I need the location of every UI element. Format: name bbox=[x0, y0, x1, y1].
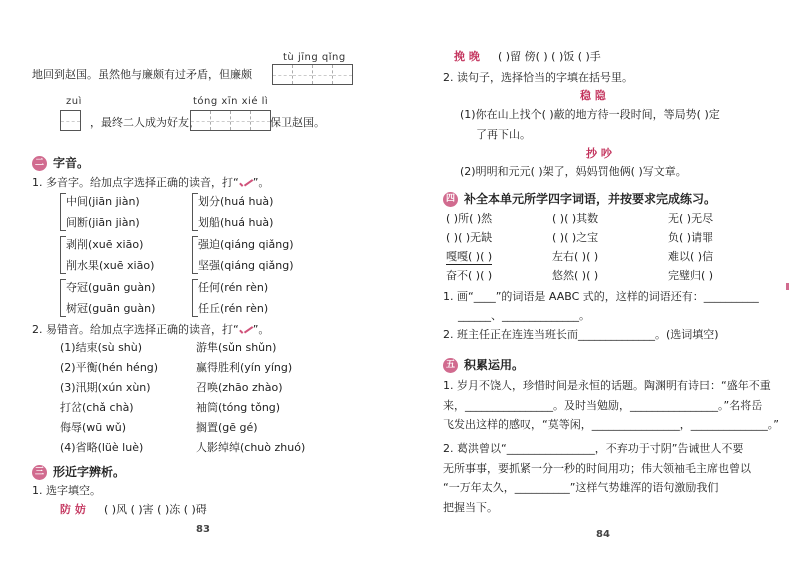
intro-line-2-mid: ，最终二人成为好友， bbox=[90, 116, 200, 129]
sec4-q1[interactable]: 1. 画“____”的词语是 AABC 式的，这样的词语还有：__________ bbox=[443, 290, 759, 303]
polyphone-item[interactable]: 坚强(qiáng qiǎng) bbox=[198, 259, 294, 272]
section-2-title: 字音。 bbox=[53, 156, 90, 170]
page-number-left: 83 bbox=[196, 524, 210, 535]
mistake-item[interactable]: 赢得胜利(yín yíng) bbox=[196, 361, 293, 374]
char-pair-wen: 稳 隐 bbox=[580, 89, 606, 102]
mistake-item[interactable]: (3)汛期(xún xùn) bbox=[60, 381, 151, 394]
section-2-header bbox=[32, 154, 89, 171]
sec5-p1-line: 1. 岁月不饶人，珍惜时间是永恒的话题。陶渊明有诗曰：“盛年不重 bbox=[443, 379, 771, 392]
idiom-cell[interactable]: 左右( )( ) bbox=[552, 250, 599, 263]
polyphone-item[interactable]: 强迫(qiáng qiǎng) bbox=[198, 238, 294, 251]
intro-line-1: 地回到赵国。虽然他与廉颇有过矛盾，但廉颇 bbox=[32, 68, 252, 81]
sec4-q1b[interactable]: ______、______________。 bbox=[458, 309, 590, 322]
right-q2: 2. 读句子，选择恰当的字填在括号里。 bbox=[443, 71, 633, 84]
idiom-cell[interactable]: ( )( )其数 bbox=[552, 212, 599, 225]
idiom-cell[interactable]: ( )( )无缺 bbox=[446, 231, 493, 244]
sentence-2[interactable]: (2)明明和元元( )架了，妈妈罚他俩( )写文章。 bbox=[460, 165, 687, 178]
sec5-p1-line[interactable]: 飞发出这样的感叹，“莫等闲，________________，______________。” bbox=[443, 418, 779, 431]
polyphone-item[interactable]: 划船(huá huà) bbox=[198, 216, 274, 229]
fill-row-wan[interactable]: ( )留 傍( ) ( )饭 ( )手 bbox=[498, 50, 601, 63]
sec3-q1: 1. 选字填空。 bbox=[32, 484, 101, 497]
polyphone-item[interactable]: 剥削(xuē xiāo) bbox=[66, 238, 144, 251]
section-3-header bbox=[32, 463, 125, 480]
idiom-cell[interactable]: 无( )无尽 bbox=[668, 212, 714, 225]
sec2-q2-end: ”。 bbox=[252, 323, 270, 336]
mistake-item[interactable]: 侮辱(wū wǔ) bbox=[60, 421, 127, 434]
sec2-q2 bbox=[32, 323, 269, 337]
char-pair-wan: 挽 晚 bbox=[454, 50, 480, 63]
mistake-item[interactable]: (1)结束(sù shù) bbox=[60, 341, 143, 354]
section-4-badge: 四 bbox=[443, 192, 458, 207]
mistake-item[interactable]: (2)平衡(hén héng) bbox=[60, 361, 159, 374]
checkmark-icon bbox=[239, 325, 253, 335]
section-4-title: 补全本单元所学四字词语，并按要求完成练习。 bbox=[464, 192, 717, 206]
polyphone-item[interactable]: 夺冠(guān guàn) bbox=[66, 281, 156, 294]
mistake-item[interactable]: 打岔(chǎ chà) bbox=[60, 401, 134, 414]
page-edge-marker bbox=[786, 283, 789, 290]
mistake-item[interactable]: 袖筒(tóng tǒng) bbox=[196, 401, 281, 414]
idiom-cell[interactable]: 奋不( )( ) bbox=[446, 269, 493, 282]
sec2-q1 bbox=[32, 176, 269, 190]
mistake-item[interactable]: 游隼(sǔn shǔn) bbox=[196, 341, 277, 354]
pinyin-tongxinxieli: tóng xīn xié lì bbox=[193, 96, 269, 107]
char-pair-fang: 防 妨 bbox=[60, 503, 86, 516]
section-3-badge: 三 bbox=[32, 465, 47, 480]
section-2-badge: 二 bbox=[32, 156, 47, 171]
writing-grid-1[interactable] bbox=[272, 64, 353, 85]
section-3-title: 形近字辨析。 bbox=[53, 465, 126, 479]
idiom-cell[interactable]: 悠然( )( ) bbox=[552, 269, 599, 282]
pinyin-tujingqing: tù jīng qǐng bbox=[283, 52, 346, 63]
mistake-item[interactable]: 人影绰绰(chuò zhuó) bbox=[196, 441, 306, 454]
section-5-badge: 五 bbox=[443, 358, 458, 373]
mistake-item[interactable]: 搁置(gē gé) bbox=[196, 421, 258, 434]
section-5-title: 积累运用。 bbox=[464, 358, 525, 372]
sec2-q1-end: ”。 bbox=[252, 176, 270, 189]
page-number-right: 84 bbox=[596, 529, 610, 540]
idiom-cell-underlined[interactable]: 嘎嘎( )( ) bbox=[446, 250, 493, 263]
checkmark-icon bbox=[239, 178, 253, 188]
sec2-q1-text: 1. 多音字。给加点字选择正确的读音，打“ bbox=[32, 176, 239, 189]
mistake-item[interactable]: 召唤(zhāo zhào) bbox=[196, 381, 283, 394]
sec5-p2-line: 无所事事，要抓紧一分一秒的时间用功；伟大领袖毛主席也曾以 bbox=[443, 462, 751, 475]
intro-line-2-end: 保卫赵国。 bbox=[270, 116, 325, 129]
idiom-cell[interactable]: 难以( )信 bbox=[668, 250, 714, 263]
fill-row-fang[interactable]: ( )风 ( )害 ( )冻 ( )碍 bbox=[104, 503, 207, 516]
sentence-1a[interactable]: (1)你在山上找个( )蔽的地方待一段时间，等局势( )定 bbox=[460, 108, 720, 121]
sec5-p2-line: 把握当下。 bbox=[443, 501, 498, 514]
pinyin-zui: zuì bbox=[66, 96, 82, 107]
polyphone-item[interactable]: 间断(jiān jiàn) bbox=[66, 216, 140, 229]
polyphone-item[interactable]: 任丘(rén rèn) bbox=[198, 302, 269, 315]
section-4-header bbox=[443, 190, 716, 207]
polyphone-item[interactable]: 划分(huá huà) bbox=[198, 195, 274, 208]
mistake-item[interactable]: (4)省略(lüè luè) bbox=[60, 441, 144, 454]
sec5-p1-line[interactable]: 来，________________。及时当勉励，________________。”名将岳 bbox=[443, 399, 763, 412]
char-pair-chao: 抄 吵 bbox=[586, 147, 612, 160]
polyphone-item[interactable]: 任何(rén rèn) bbox=[198, 281, 269, 294]
polyphone-item[interactable]: 削水果(xuē xiāo) bbox=[66, 259, 155, 272]
writing-grid-2[interactable] bbox=[60, 110, 81, 131]
section-5-header bbox=[443, 356, 524, 373]
sec2-q2-text: 2. 易错音。给加点字选择正确的读音，打“ bbox=[32, 323, 239, 336]
sec5-p2-line[interactable]: “一万年太久，__________”这样气势雄浑的语句激励我们 bbox=[443, 481, 719, 494]
idiom-cell[interactable]: ( )( )之宝 bbox=[552, 231, 599, 244]
polyphone-item[interactable]: 中间(jiān jiàn) bbox=[66, 195, 140, 208]
idiom-cell[interactable]: 完璧归( ) bbox=[668, 269, 714, 282]
idiom-cell[interactable]: ( )所( )然 bbox=[446, 212, 493, 225]
sentence-1b: 了再下山。 bbox=[476, 128, 531, 141]
polyphone-item[interactable]: 树冠(guān guàn) bbox=[66, 302, 156, 315]
sec5-p2-line[interactable]: 2. 葛洪曾以“________________，不弃功于寸阴”告诫世人不要 bbox=[443, 442, 744, 455]
idiom-cell[interactable]: 负( )请罪 bbox=[668, 231, 714, 244]
writing-grid-3[interactable] bbox=[190, 110, 271, 131]
sec4-q2[interactable]: 2. 班主任正在连连当班长而______________。(选词填空) bbox=[443, 328, 719, 341]
